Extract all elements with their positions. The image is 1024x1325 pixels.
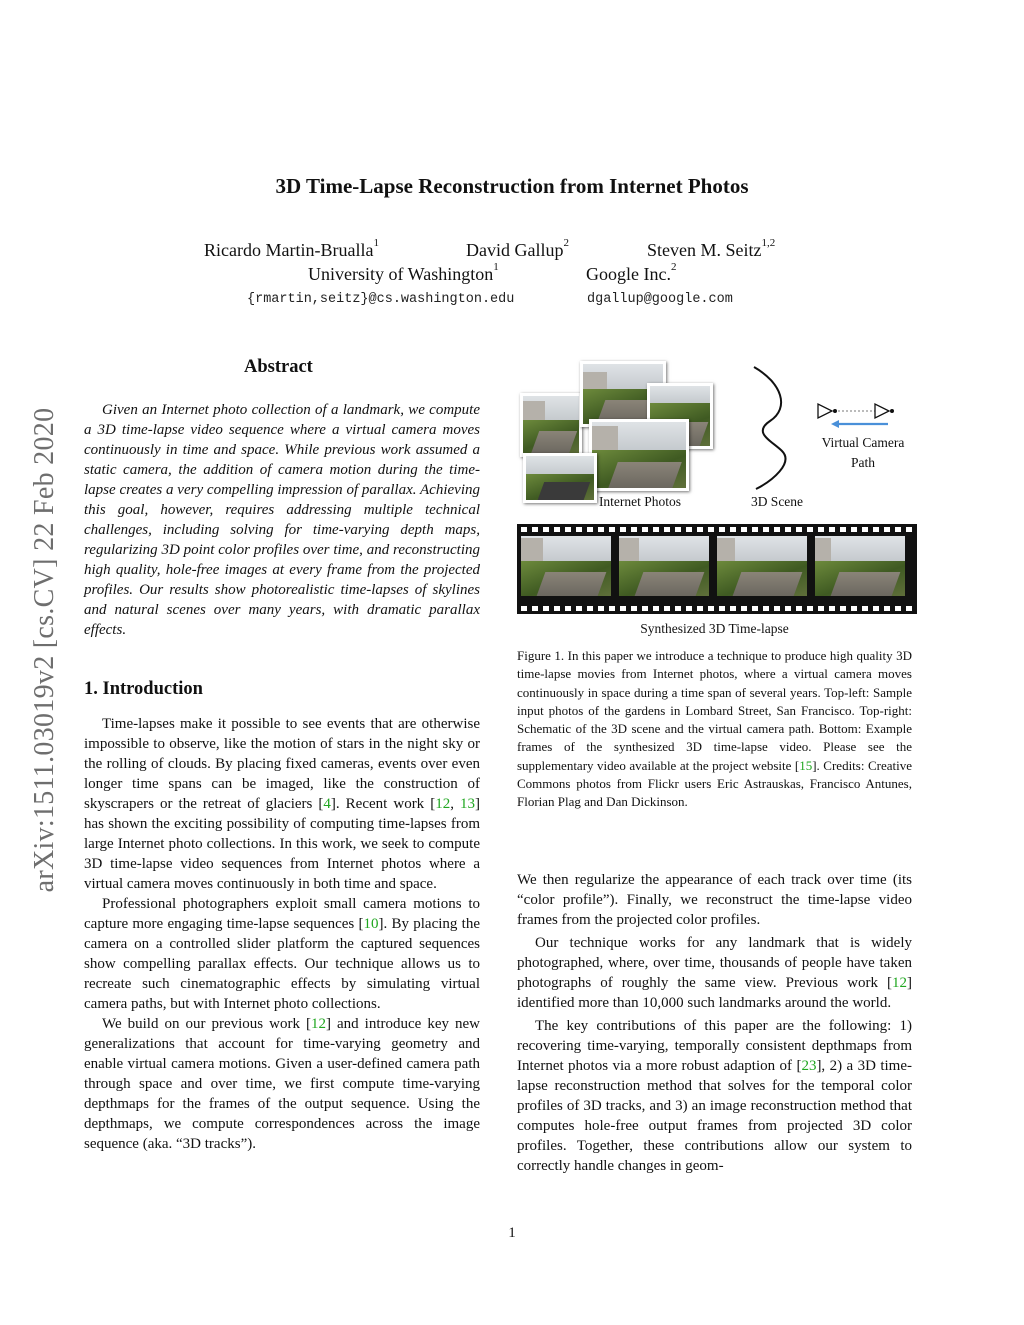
intro-paragraph-1 — [84, 714, 480, 894]
author-3 — [647, 237, 776, 261]
timelapse-frame-2 — [619, 536, 715, 602]
affiliation-1 — [308, 261, 499, 285]
citation-link[interactable]: 15 — [799, 757, 813, 773]
citation-link[interactable]: 12 — [311, 1016, 326, 1032]
citation-link[interactable]: 12 — [435, 796, 451, 812]
arxiv-identifier-text: arXiv:1511.03019v2 [cs.CV] 22 Feb 2020 — [29, 407, 60, 893]
citation-link[interactable]: 12 — [892, 975, 907, 991]
label-internet-photos: Internet Photos — [598, 494, 682, 509]
camera-end-icon — [875, 404, 889, 418]
affiliation-2-sup: 2 — [670, 261, 677, 273]
affiliation-1-sup: 1 — [493, 261, 499, 273]
internet-photo-4 — [589, 419, 689, 491]
paper-title: 3D Time-Lapse Reconstruction from Internet Photos — [275, 174, 749, 198]
timelapse-frame-4 — [815, 536, 911, 602]
author-2-sup: 2 — [563, 237, 569, 249]
camera-start-icon — [818, 404, 832, 418]
intro-p3-text-b: ] and introduce key new generalizations that account for time-varying geometry and enable virtual camera motions. Given a user-defined camera path through space and over time, we first compute time-varying depthmaps for the frames of the output sequence. Using the depthmaps, we compute correspondences across the image sequence (aka. “3D tracks”). — [84, 1016, 480, 1152]
caption-text-b: ]. Credits: Creative Commons photos from Flickr users Eric Astrauskas, Francisco Antunes, Florian Plag and Dan Dickinson. — [517, 757, 912, 810]
citation-link[interactable]: 23 — [801, 1058, 817, 1074]
timelapse-frame-3 — [717, 536, 813, 602]
figure-1-caption — [517, 647, 912, 812]
intro-heading: 1. Introduction — [84, 679, 203, 699]
intro-p2-text-a: Professional photographers exploit small camera motions to capture more engaging time-lapse sequences [ — [84, 896, 480, 932]
affiliation-2-name: Google Inc. — [586, 264, 671, 284]
email-uw[interactable]: {rmartin,seitz}@cs.washington.edu — [247, 292, 515, 307]
caption-text-a: Figure 1. In this paper we introduce a technique to produce high quality 3D time-lapse movies from Internet photos, where a virtual camera moves continuously in space during a time span of several years. Top-left: Sample input photos of the gardens in Lombard Street, San Francisco. Top-right: Schematic of the 3D scene and the virtual camera path. Bottom: Example frames of the synthesized 3D time-lapse video. Please see the supplementary video available at the project website [ — [517, 648, 912, 773]
right-p2-text-b: ] identified more than 10,000 such landmarks around the world. — [517, 975, 912, 1011]
scene-curve — [742, 363, 802, 493]
intro-p1-text-a: Time-lapses make it possible to see events that are otherwise impossible to observe, like the motion of stars in the night sky or the rolling of clouds. By placing fixed cameras, events over even longer time spans can be imaged, like the construction of skyscrapers or the retreat of glaciers [ — [84, 716, 480, 812]
figure-1 — [517, 355, 917, 645]
citation-link[interactable]: 4 — [323, 796, 331, 812]
internet-photo-1 — [520, 393, 582, 457]
timelapse-frame-1 — [521, 536, 617, 602]
intro-paragraph-2 — [84, 894, 480, 1014]
affiliation-1-name: University of Washington — [308, 264, 494, 284]
label-3d-scene: 3D Scene — [750, 494, 804, 509]
author-2-name: David Gallup — [466, 240, 564, 260]
author-1 — [204, 237, 379, 261]
intro-p1-sep: , — [450, 796, 460, 812]
right-paragraph-1: We then regularize the appearance of each track over time (its “color profile”). Finally, we reconstruct the time-lapse video frames from the projected color profiles. — [517, 872, 912, 928]
label-synthesized-timelapse: Synthesized 3D Time-lapse — [640, 621, 789, 636]
author-2 — [466, 237, 569, 261]
intro-p1-text-d: ] has shown the exciting possibility of computing time-lapses from large Internet photo collections. In this work, we seek to compute 3D time-lapse video sequences from Internet photos where a virtual camera moves continuously in both time and space. — [84, 796, 480, 892]
intro-p3-text-a: We build on our previous work [ — [102, 1016, 311, 1032]
intro-p1-text-b: ]. Recent work [ — [330, 796, 436, 812]
email-google[interactable]: dgallup@google.com — [587, 292, 733, 307]
right-p3-text-a: The key contributions of this paper are the following: 1) recovering time-varying, temporally consistent depthmaps from Internet photos via a more robust adaption of [ — [517, 1018, 912, 1074]
intro-paragraph-3 — [84, 1014, 480, 1154]
citation-link[interactable]: 10 — [363, 916, 379, 932]
right-p3-text-b: ], 2) a 3D time-lapse reconstruction method that solves for the temporal color profiles of 3D tracks, and 3) an image reconstruction method that computes hole-free output frames from projected 3D color profiles. Together, these contributions allow our system to correctly handle changes in geom- — [517, 1058, 912, 1174]
label-virtual-camera-path: Virtual Camera Path — [821, 435, 905, 470]
right-paragraph-3 — [517, 1016, 912, 1176]
intro-body — [84, 714, 480, 1154]
right-p2-text-a: Our technique works for any landmark that is widely photographed, where, over time, thousands of people have taken photographs of roughly the same view. Previous work [ — [517, 935, 912, 991]
right-paragraph-2 — [517, 933, 912, 1013]
affiliation-2 — [586, 261, 677, 285]
author-3-name: Steven M. Seitz — [647, 240, 762, 260]
intro-p2-text-b: ]. By placing the camera on a controlled slider platform the captured sequences show compelling parallax effects. Our technique allows us to recreate such cinematographic effects by simulating virtual camera paths, but with Internet photo collections. — [84, 916, 480, 1012]
arxiv-identifier — [25, 355, 65, 945]
author-1-sup: 1 — [373, 237, 379, 249]
page-number: 1 — [508, 1225, 516, 1241]
author-1-name: Ricardo Martin-Brualla — [204, 240, 374, 260]
citation-link[interactable]: 13 — [460, 796, 475, 812]
virtual-camera-path-diagram — [813, 401, 903, 431]
abstract-heading: Abstract — [244, 357, 313, 377]
right-column-body — [517, 870, 912, 1176]
abstract-text: Given an Internet photo collection of a landmark, we compute a 3D time-lapse video sequence where a virtual camera moves continuously in time and space. While previous work assumed a static camera, the addition of camera motion during the time-lapse creates a very compelling impression of parallax. Achieving this goal, however, requires addressing multiple technical challenges, including solving for time-varying depth maps, regularizing 3D point color profiles over time, and reconstructing high quality, hole-free images at every frame from the projected profiles. Our results show photorealistic time-lapses of skylines and natural scenes over many years, with dramatic parallax effects. — [84, 402, 480, 638]
path-arrow-icon — [831, 420, 839, 428]
film-strip — [517, 524, 917, 614]
author-3-sup: 1,2 — [761, 237, 776, 249]
